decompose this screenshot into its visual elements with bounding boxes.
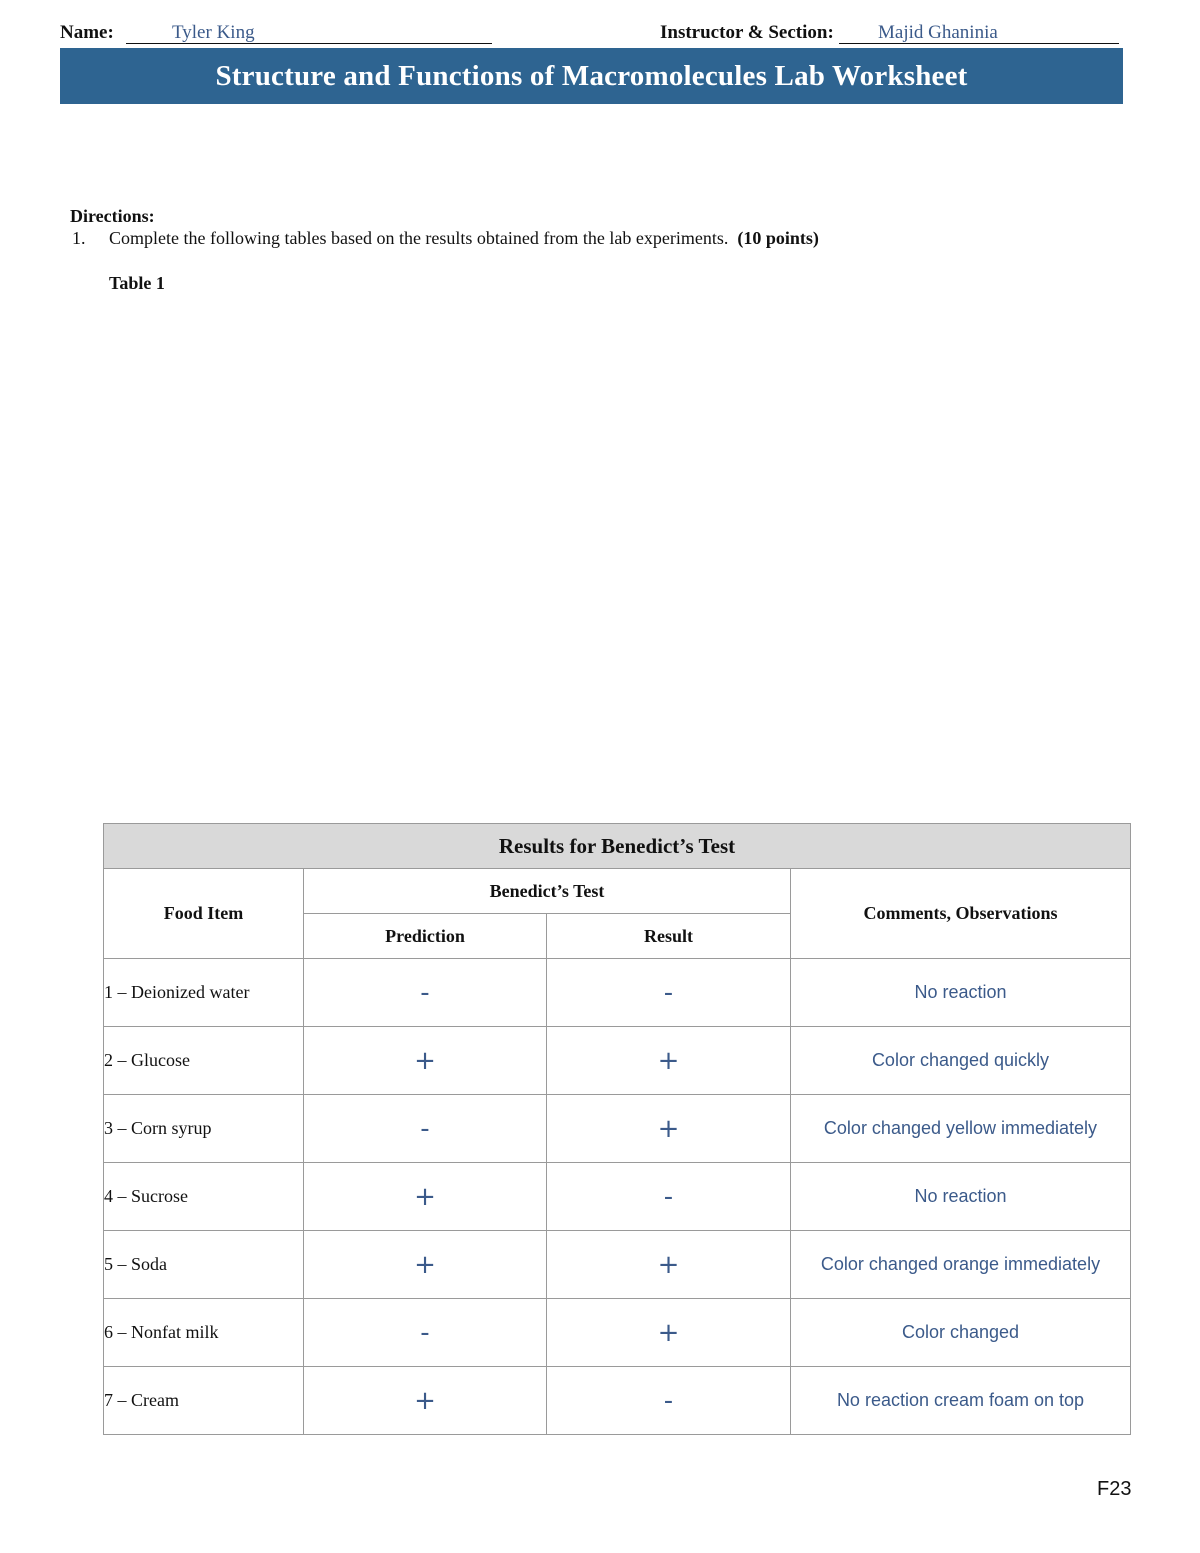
prediction-cell[interactable]: - [304,1299,547,1367]
result-cell[interactable]: - [547,1163,791,1231]
name-value[interactable]: Tyler King [172,22,255,43]
table-row [104,1027,1131,1095]
footer-code: F23 [1097,1478,1132,1500]
comment-cell[interactable]: No reaction [791,959,1131,1027]
table-row [104,959,1131,1027]
benedicts-results-table [103,823,1131,1435]
prediction-cell[interactable]: + [304,1231,547,1299]
prediction-cell[interactable]: + [304,1027,547,1095]
prediction-cell[interactable]: + [304,1163,547,1231]
direction-item-number: 1. [72,228,86,248]
comment-cell[interactable]: Color changed yellow immediately [791,1095,1131,1163]
table-label: Table 1 [109,273,165,293]
food-item-cell: 4 – Sucrose [104,1163,304,1231]
direction-item-text [109,228,819,249]
comment-cell[interactable]: Color changed quickly [791,1027,1131,1095]
direction-item-points: (10 points) [737,228,819,248]
instructor-label: Instructor & Section: [660,22,834,43]
result-cell[interactable]: - [547,1367,791,1435]
comment-cell[interactable]: Color changed orange immediately [791,1231,1131,1299]
result-cell[interactable]: - [547,959,791,1027]
prediction-cell[interactable]: - [304,959,547,1027]
food-item-cell: 7 – Cream [104,1367,304,1435]
comment-cell[interactable]: No reaction [791,1163,1131,1231]
table-row [104,1231,1131,1299]
result-cell[interactable]: + [547,1231,791,1299]
instructor-value[interactable]: Majid Ghaninia [878,22,998,43]
food-item-cell: 5 – Soda [104,1231,304,1299]
header-fields [60,22,1122,48]
comments-header: Comments, Observations [791,869,1131,959]
result-cell[interactable]: + [547,1095,791,1163]
directions-heading: Directions: [70,206,155,226]
table-row [104,1163,1131,1231]
prediction-cell[interactable]: + [304,1367,547,1435]
name-label: Name: [60,22,114,43]
worksheet-title: Structure and Functions of Macromolecules Lab Worksheet [60,48,1123,104]
table-row [104,1299,1131,1367]
food-item-cell: 6 – Nonfat milk [104,1299,304,1367]
comment-cell[interactable]: No reaction cream foam on top [791,1367,1131,1435]
result-cell[interactable]: + [547,1299,791,1367]
comment-cell[interactable]: Color changed [791,1299,1131,1367]
result-header: Result [547,914,791,959]
result-cell[interactable]: + [547,1027,791,1095]
prediction-cell[interactable]: - [304,1095,547,1163]
food-item-cell: 3 – Corn syrup [104,1095,304,1163]
food-item-cell: 1 – Deionized water [104,959,304,1027]
food-item-cell: 2 – Glucose [104,1027,304,1095]
table-caption: Results for Benedict’s Test [104,824,1131,869]
direction-item-body: Complete the following tables based on the results obtained from the lab experiments. [109,228,729,248]
food-item-header: Food Item [104,869,304,959]
table-row [104,1095,1131,1163]
table-row [104,1367,1131,1435]
benedicts-test-header: Benedict’s Test [304,869,791,914]
prediction-header: Prediction [304,914,547,959]
